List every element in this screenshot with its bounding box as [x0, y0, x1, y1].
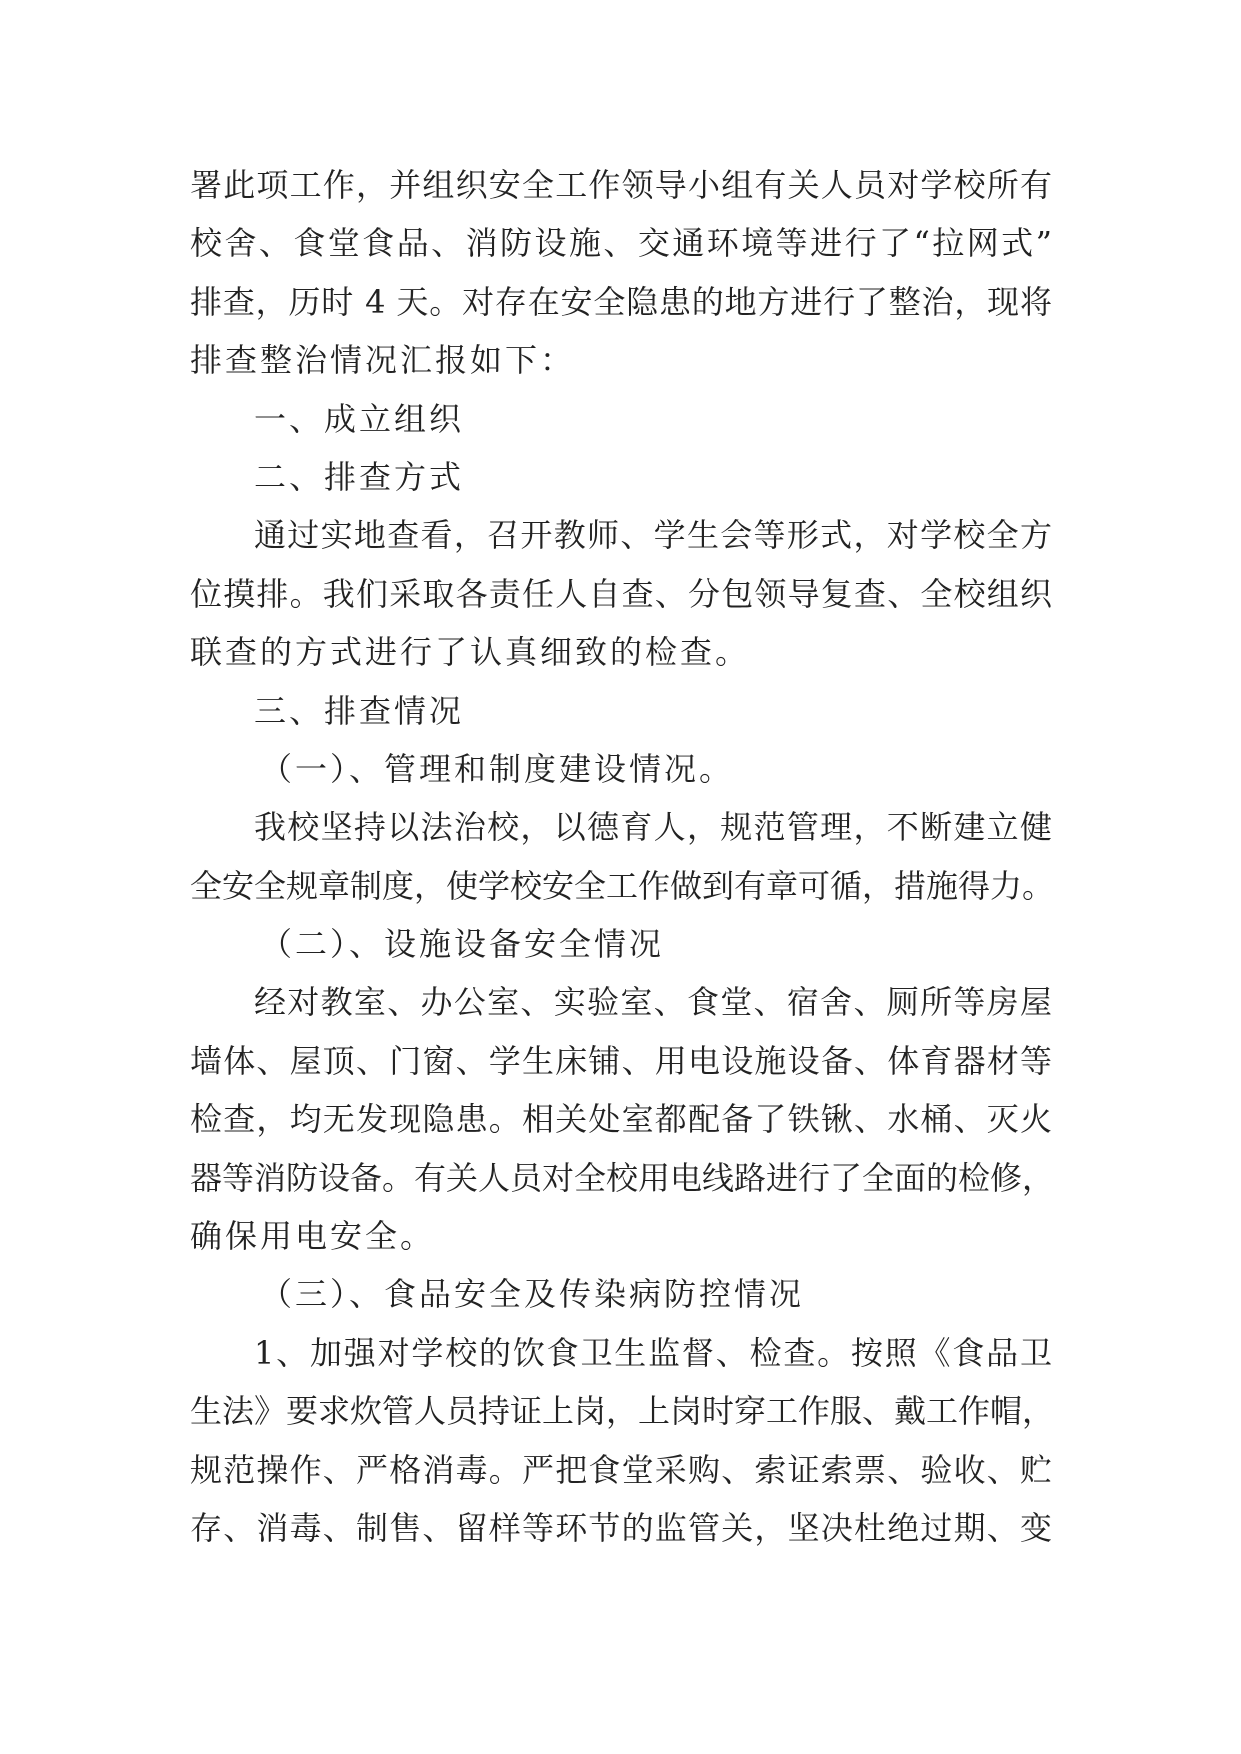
document-body — [190, 156, 1055, 1557]
text-line: 生法》要求炊管人员持证上岗，上岗时穿工作服、戴工作帽， — [190, 1392, 1055, 1431]
text-line: 通过实地查看，召开教师、学生会等形式，对学校全方 — [254, 516, 1052, 555]
text-line: 联查的方式进行了认真细致的检查。 — [190, 633, 751, 672]
text-line: 校舍、食堂食品、消防设施、交通环境等进行了“拉网式” — [190, 224, 1052, 263]
text-line: 排查，历时 4 天。对存在安全隐患的地方进行了整治，现将 — [190, 282, 1052, 321]
text-line: 墙体、屋顶、门窗、学生床铺、用电设施设备、体育器材等 — [190, 1041, 1052, 1080]
subsection-heading: （一）、管理和制度建设情况。 — [260, 749, 735, 788]
text-line: 规范操作、严格消毒。严把食堂采购、索证索票、验收、贮 — [190, 1450, 1052, 1489]
text-line: 检查，均无发现隐患。相关处室都配备了铁锹、水桶、灭火 — [190, 1100, 1052, 1139]
text-line: 存、消毒、制售、留样等环节的监管关，坚决杜绝过期、变 — [190, 1508, 1052, 1547]
subsection-heading: （三）、食品安全及传染病防控情况 — [260, 1275, 805, 1314]
text-line: 器等消防设备。有关人员对全校用电线路进行了全面的检修， — [190, 1158, 1055, 1197]
section-heading: 三、排查情况 — [254, 691, 465, 730]
text-line: 确保用电安全。 — [190, 1217, 436, 1256]
section-heading: 二、排查方式 — [254, 457, 465, 496]
text-line: 排查整治情况汇报如下： — [190, 341, 576, 380]
text-line: 经对教室、办公室、实验室、食堂、宿舍、厕所等房屋 — [254, 983, 1052, 1022]
text-line: 我校坚持以法治校，以德育人，规范管理，不断建立健 — [254, 808, 1052, 847]
subsection-heading: （二）、设施设备安全情况 — [260, 925, 665, 964]
text-line: 1、加强对学校的饮食卫生监督、检查。按照《食品卫 — [254, 1333, 1052, 1372]
text-line: 全安全规章制度，使学校安全工作做到有章可循，措施得力。 — [190, 866, 1055, 905]
section-heading: 一、成立组织 — [254, 399, 465, 438]
text-line: 署此项工作，并组织安全工作领导小组有关人员对学校所有 — [190, 166, 1052, 204]
text-line: 位摸排。我们采取各责任人自查、分包领导复查、全校组织 — [190, 574, 1052, 613]
